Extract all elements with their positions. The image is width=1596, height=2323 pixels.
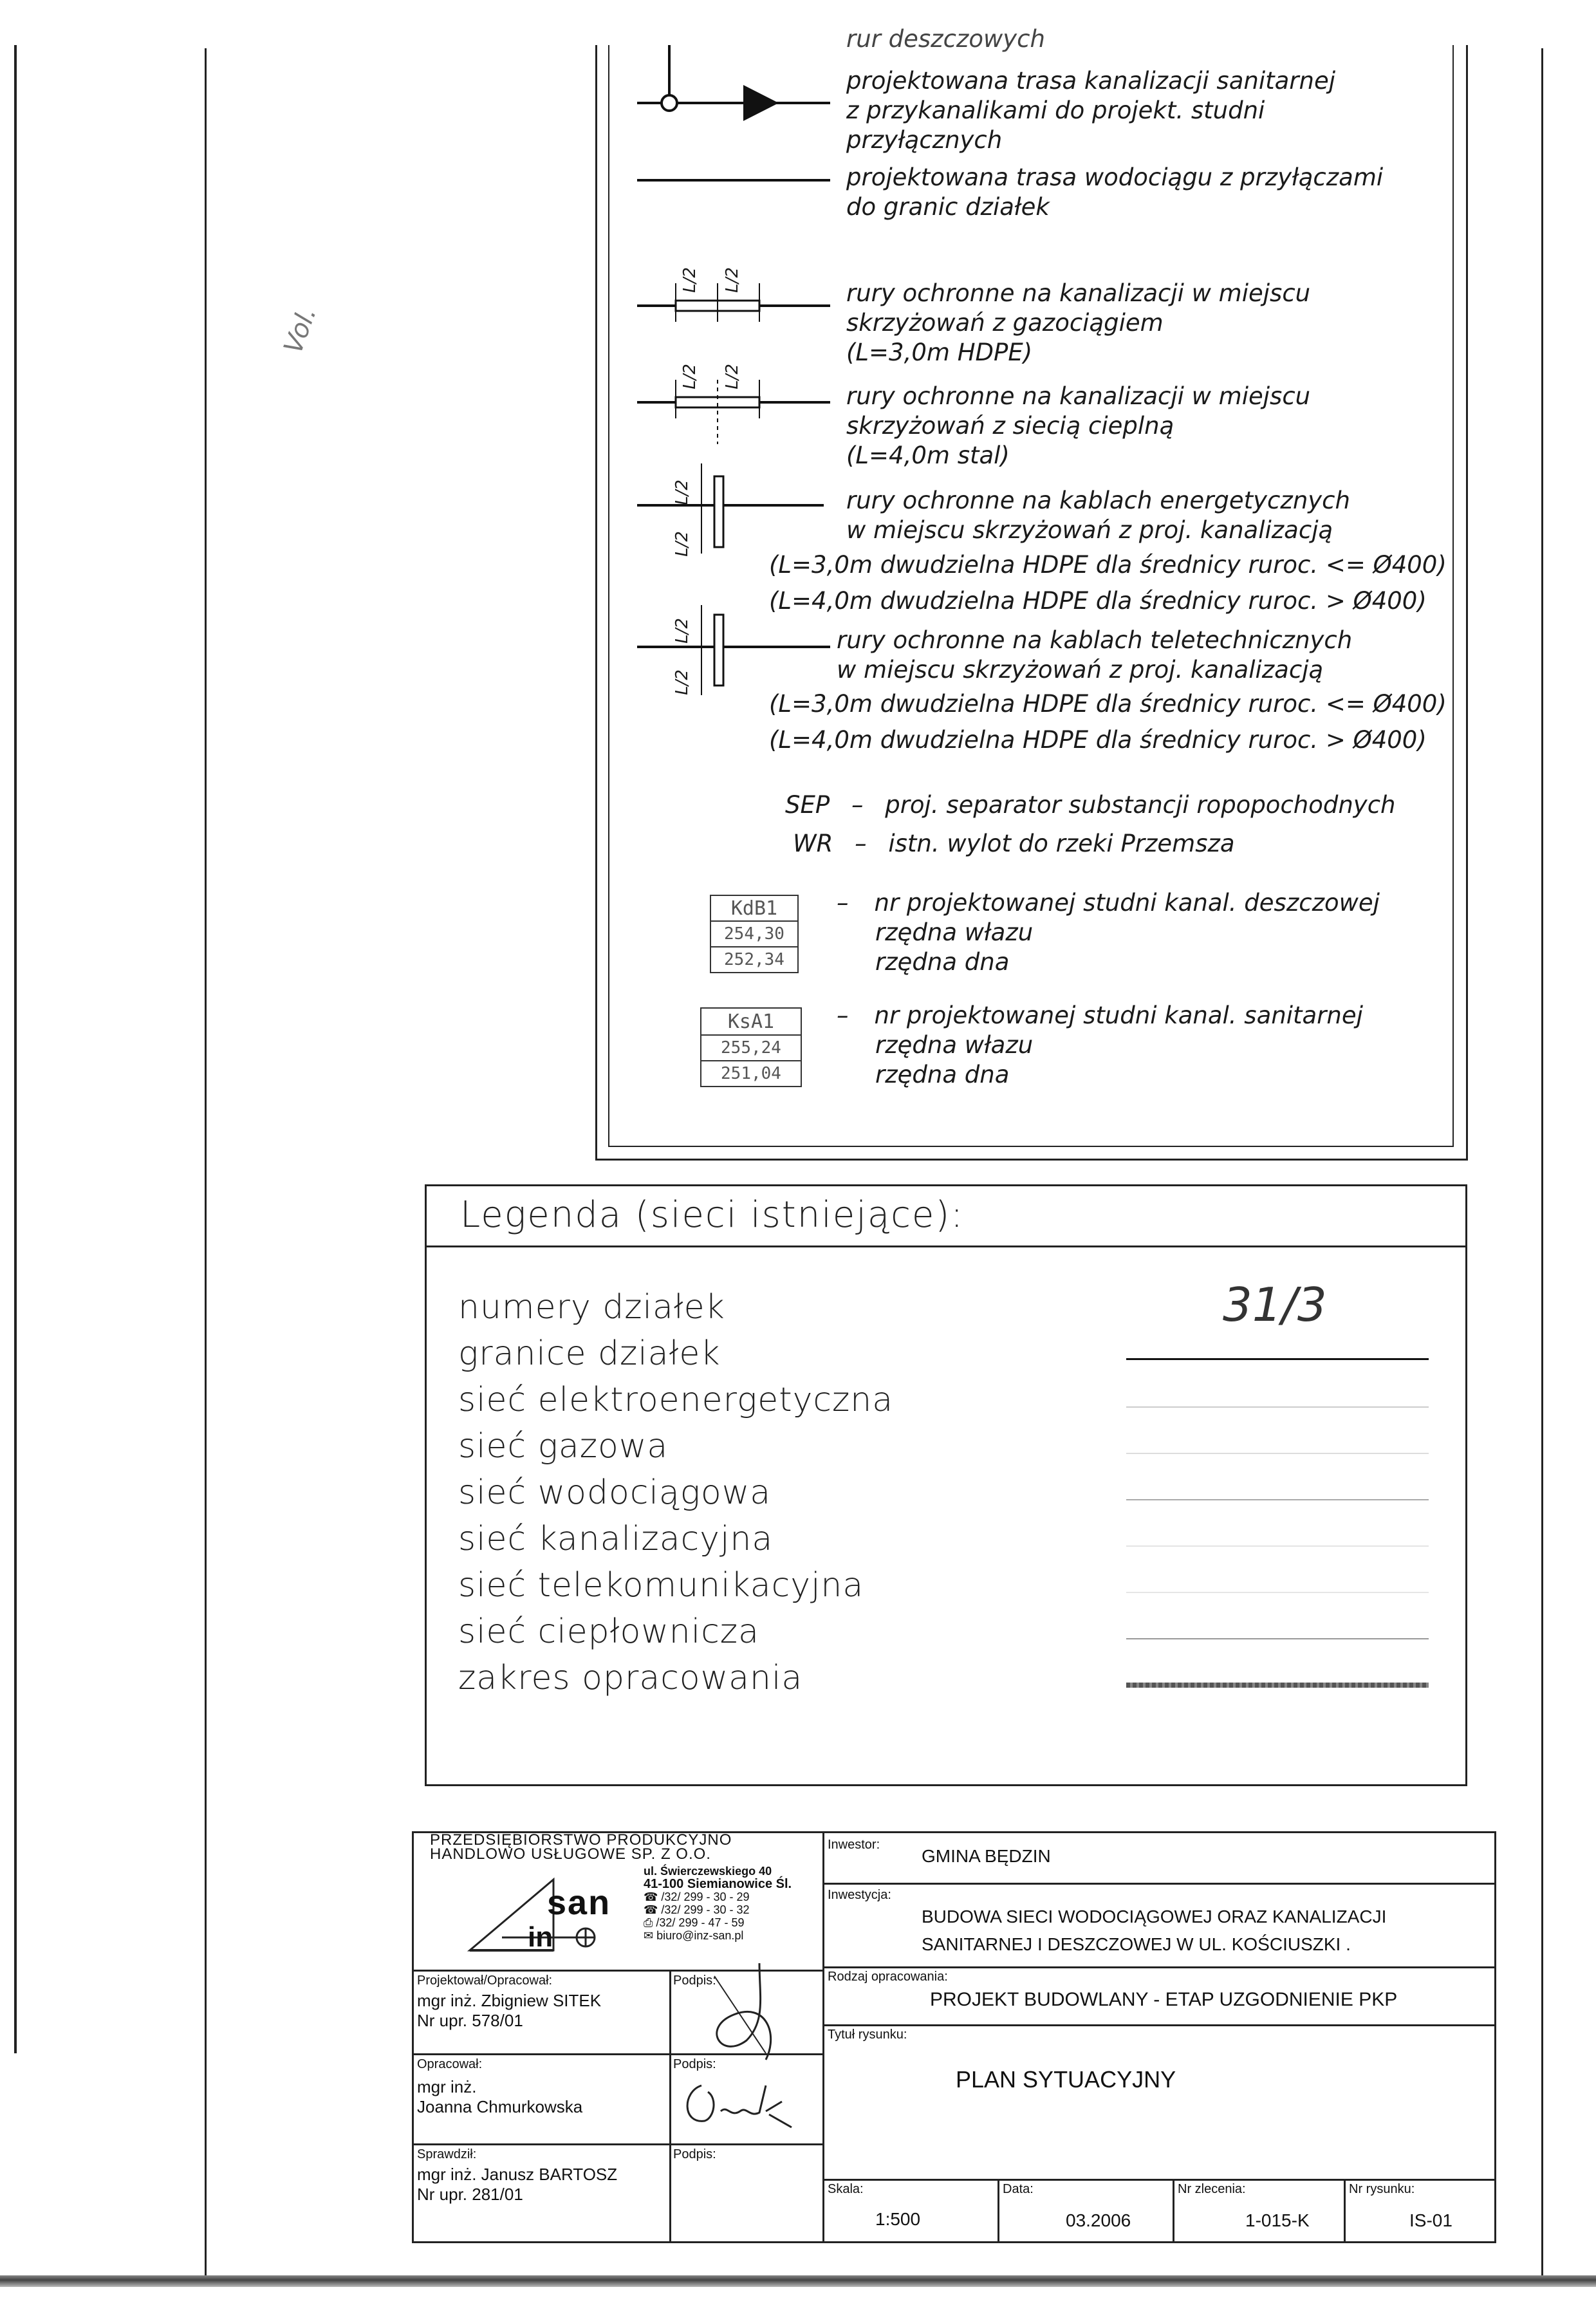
skala-value: 1:500 — [875, 2209, 921, 2229]
legend-existing-item: sieć kanalizacyjna — [458, 1520, 774, 1558]
studnia-dno: 252,34 — [710, 947, 799, 973]
heating-line-sample — [1126, 1638, 1429, 1639]
right-row-divider — [822, 2179, 1496, 2181]
phone-icon: ☎ — [644, 1890, 662, 1903]
studnia-wlaz: 254,30 — [710, 922, 799, 947]
telecom-line-sample — [1126, 1592, 1429, 1593]
existing-legend-title: Legenda (sieci istniejące): — [460, 1194, 965, 1236]
signature-sitek — [669, 1957, 824, 2066]
inwestor-value: GMINA BĘDZIN — [922, 1846, 1051, 1866]
sewer-line-sample — [1126, 1545, 1429, 1547]
legend-existing-item: sieć elektroenergetyczna — [458, 1381, 894, 1419]
dim-label: L/2 — [680, 364, 700, 389]
legend-existing-item: granice działek — [458, 1334, 721, 1373]
scope-line-sample — [1126, 1683, 1429, 1688]
company-address: ul. Świerczewskiego 40 41-100 Siemianowice Śl. ☎ /32/ 299 - 30 - 29 ☎ /32/ 299 - 30 - 32 ⎙ /32/ 299 - 47 - 59 ✉ biuro@inz-san.pl — [644, 1865, 792, 1942]
legend-item-telecom-cables: rury ochronne na kablach teletechnicznych w miejscu skrzyżowań z proj. kanalizacją — [837, 626, 1353, 684]
legend-item-heat-crossing: rury ochronne na kanalizacji w miejscu skrzyżowań z siecią cieplną (L=4,0m stal) — [846, 382, 1311, 469]
inwestycja-line1: BUDOWA SIECI WODOCIĄGOWEJ ORAZ KANALIZACJI — [922, 1907, 1387, 1927]
podpis-label: Podpis: — [673, 2057, 716, 2071]
dim-label: L/2 — [672, 669, 692, 695]
legend-existing-item: sieć ciepłownicza — [458, 1612, 759, 1651]
rodzaj-value: PROJEKT BUDOWLANY - ETAP UZGODNIENIE PKP — [930, 1989, 1398, 2010]
right-row-divider — [822, 2024, 1496, 2026]
existing-legend-header-divider — [425, 1245, 1467, 1247]
dim-label: L/2 — [722, 364, 742, 389]
email-icon: ✉ — [644, 1929, 657, 1942]
inwestycja-line2: SANITARNEJ I DESZCZOWEJ W UL. KOŚCIUSZKI . — [922, 1934, 1351, 1954]
fax-icon: ⎙ — [644, 1916, 656, 1929]
projektowal-block: Projektował/Opracował: mgr inż. Zbigniew SITEK Nr upr. 578/01 — [417, 1973, 602, 2030]
marginal-note: Vol. — [278, 303, 322, 358]
left-row-divider — [412, 2143, 824, 2145]
frame-right-line — [1541, 48, 1543, 2282]
right-row-divider — [822, 1883, 1496, 1885]
studnia-deszczowa-box — [710, 895, 799, 973]
inwestycja-label: Inwestycja: — [828, 1888, 891, 1902]
rysunek-value: IS-01 — [1409, 2210, 1452, 2230]
legend-existing-item: sieć telekomunikacyjna — [458, 1566, 864, 1605]
right-row-divider — [822, 1966, 1496, 1968]
logo-text-san: san — [547, 1883, 611, 1922]
zlecenie-value: 1-015-K — [1245, 2210, 1310, 2230]
legend-item-energy-cables-specs: (L=3,0m dwudzielna HDPE dla średnicy ruroc. <= Ø400) (L=4,0m dwudzielna HDPE dla średnicy ruroc. > Ø400) — [769, 551, 1447, 615]
gas-line-sample — [1126, 1453, 1429, 1454]
studnia-sanitarna-desc: – nr projektowanej studni kanal. sanitarnej rzędna włazu rzędna dna — [837, 1002, 1363, 1088]
dim-label: L/2 — [672, 531, 692, 557]
legend-existing-item: sieć wodociągowa — [458, 1473, 772, 1512]
legend-existing-item: numery działek — [458, 1288, 725, 1327]
bottom-col-divider — [1344, 2179, 1346, 2243]
parcel-boundary-line-sample — [1126, 1358, 1429, 1360]
legend-item-sanitary-sewer: projektowana trasa kanalizacji sanitarnej z przykanalikami do projekt. studni przyłącznych — [846, 67, 1335, 154]
legend-item-gas-crossing: rury ochronne na kanalizacji w miejscu skrzyżowań z gazociągiem (L=3,0m HDPE) — [846, 279, 1311, 366]
legend-item-rain-pipes: rur deszczowych — [846, 25, 1045, 53]
legend-existing-item: zakres opracowania — [458, 1659, 803, 1697]
company-header: PRZEDSIĘBIORSTWO PRODUKCYJNO HANDLOWO USŁUGOWE SP. Z O.O. — [430, 1831, 732, 1863]
phone-icon: ☎ — [644, 1903, 662, 1916]
zlecenie-label: Nr zlecenia: — [1178, 2182, 1246, 2196]
bottom-col-divider — [1173, 2179, 1174, 2243]
legend-existing-item: sieć gazowa — [458, 1427, 669, 1466]
energy-cable-protective-symbol — [714, 476, 723, 547]
tytul-label: Tytuł rysunku: — [828, 2028, 907, 2042]
signature-chmurkowska — [669, 2066, 824, 2137]
legend-symbols — [631, 45, 837, 753]
legend-item-sep: SEP – proj. separator substancji ropopochodnych — [785, 791, 1396, 819]
podpis-label: Podpis: — [673, 1973, 716, 1988]
studnia-id: KdB1 — [710, 895, 799, 922]
sewer-node-symbol — [662, 95, 677, 111]
data-label: Data: — [1003, 2182, 1034, 2196]
skala-label: Skala: — [828, 2182, 864, 2196]
existing-legend-items — [458, 1284, 893, 1701]
bottom-col-divider — [998, 2179, 999, 2243]
rysunek-label: Nr rysunku: — [1349, 2182, 1415, 2196]
studnia-sanitarna-box — [700, 1007, 802, 1087]
logo-text-in: in — [528, 1921, 553, 1953]
data-value: 03.2006 — [1066, 2210, 1131, 2230]
left-margin-line — [14, 45, 17, 2053]
dim-label: L/2 — [722, 267, 742, 293]
telecom-cable-protective-symbol — [714, 615, 723, 686]
frame-left-line — [205, 48, 207, 2282]
rodzaj-label: Rodzaj opracowania: — [828, 1970, 948, 1984]
bottom-scan-edge — [0, 2275, 1596, 2287]
electric-line-sample — [1126, 1406, 1429, 1408]
legend-item-telecom-cables-specs: (L=3,0m dwudzielna HDPE dla średnicy ruroc. <= Ø400) (L=4,0m dwudzielna HDPE dla średnicy ruroc. > Ø400) — [769, 690, 1447, 754]
studnia-deszczowa-desc: – nr projektowanej studni kanal. deszczowej rzędna włazu rzędna dna — [837, 889, 1380, 976]
studnia-dno: 251,04 — [700, 1061, 802, 1087]
dim-label: L/2 — [680, 267, 700, 293]
parcel-number-sample: 31/3 — [1223, 1278, 1327, 1332]
dim-label: L/2 — [672, 618, 692, 644]
tytul-value: PLAN SYTUACYJNY — [956, 2066, 1176, 2093]
legend-item-water-main: projektowana trasa wodociągu z przyłączami do granic działek — [846, 163, 1384, 221]
studnia-id: KsA1 — [700, 1007, 802, 1036]
sprawdzil-block: Sprawdził: mgr inż. Janusz BARTOSZ Nr upr. 281/01 — [417, 2147, 618, 2204]
studnia-wlaz: 255,24 — [700, 1036, 802, 1061]
dim-label: L/2 — [672, 480, 692, 505]
legend-item-wr: WR – istn. wylot do rzeki Przemsza — [793, 830, 1235, 857]
inwestor-label: Inwestor: — [828, 1838, 880, 1852]
water-line-sample — [1126, 1499, 1429, 1500]
opracowal-block: Opracował: mgr inż. Joanna Chmurkowska — [417, 2057, 583, 2116]
legend-item-energy-cables: rury ochronne na kablach energetycznych w miejscu skrzyżowań z proj. kanalizacją — [846, 487, 1350, 544]
sewer-arrow-symbol — [743, 85, 779, 121]
podpis-label: Podpis: — [673, 2147, 716, 2161]
